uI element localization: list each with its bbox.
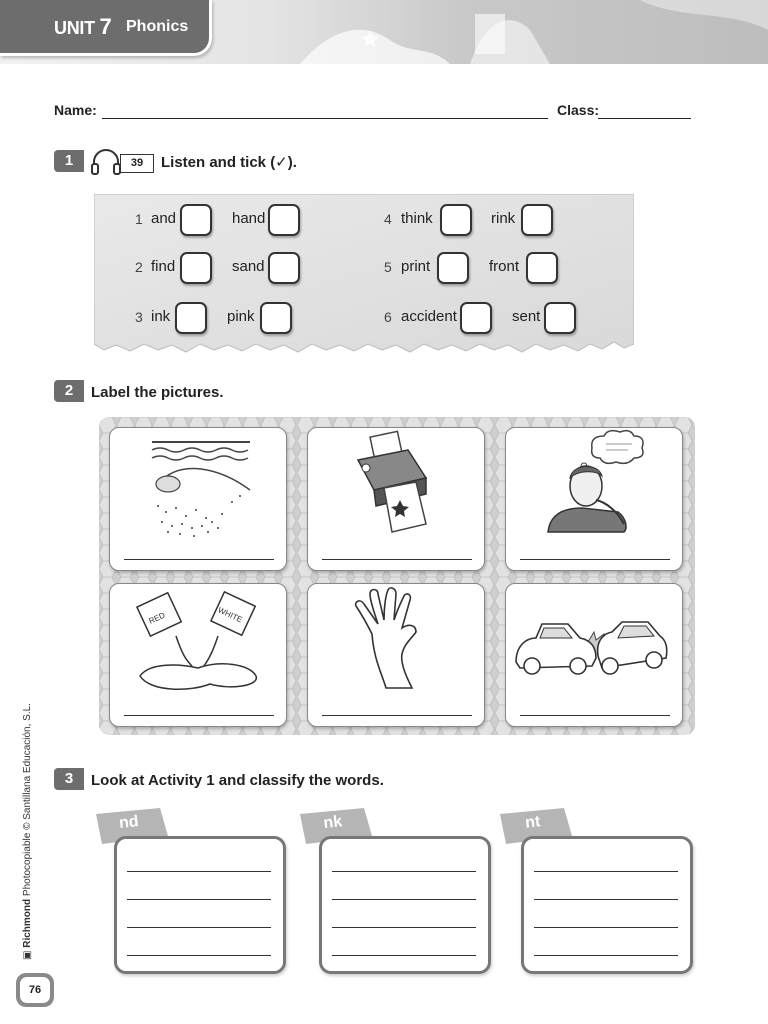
answer-line[interactable] xyxy=(124,715,274,716)
word-label: accident xyxy=(401,308,457,325)
word-label: find xyxy=(151,258,176,275)
picture-card-printer xyxy=(307,427,485,571)
unit-number: 7 xyxy=(99,14,112,39)
activity-2-number: 2 xyxy=(54,380,84,402)
tick-box[interactable] xyxy=(268,204,300,236)
answer-line[interactable] xyxy=(332,955,476,956)
sand-picture xyxy=(110,428,288,546)
headphones-icon xyxy=(90,148,122,176)
page-number-badge xyxy=(16,973,54,1007)
tick-box[interactable] xyxy=(521,204,553,236)
tick-box[interactable] xyxy=(544,302,576,334)
publisher-name: Richmond xyxy=(22,898,33,948)
answer-line[interactable] xyxy=(127,955,271,956)
copyright-notice xyxy=(22,703,33,960)
answer-line[interactable] xyxy=(534,927,678,928)
word-label: hand xyxy=(232,210,266,227)
accident-picture xyxy=(506,584,684,702)
item-number: 2 xyxy=(135,259,143,275)
classify-box-nk xyxy=(319,836,491,974)
class-label: Class: xyxy=(557,102,600,118)
think-picture xyxy=(506,428,684,546)
activity-1-number: 1 xyxy=(54,150,84,172)
answer-line[interactable] xyxy=(127,871,271,872)
item-number: 4 xyxy=(384,211,392,227)
tick-box[interactable] xyxy=(268,252,300,284)
paint-can-label-white: WHITE xyxy=(216,605,244,625)
unit-title xyxy=(54,14,111,40)
tick-box[interactable] xyxy=(437,252,469,284)
tick-box[interactable] xyxy=(460,302,492,334)
classify-box-nd xyxy=(114,836,286,974)
item-number: 6 xyxy=(384,309,392,325)
answer-line[interactable] xyxy=(520,715,670,716)
tick-box[interactable] xyxy=(260,302,292,334)
word-label: pink xyxy=(227,308,255,325)
answer-line[interactable] xyxy=(534,955,678,956)
sound-tag-label: nk xyxy=(322,813,344,832)
paint-picture xyxy=(110,584,288,702)
sound-tag-label: nt xyxy=(524,813,542,832)
section-title: Phonics xyxy=(126,18,189,35)
answer-line[interactable] xyxy=(332,899,476,900)
item-number: 1 xyxy=(135,211,143,227)
sound-tag-label: nd xyxy=(118,813,140,832)
unit-label: UNIT xyxy=(54,18,95,38)
tick-box[interactable] xyxy=(440,204,472,236)
audio-track-number: 39 xyxy=(120,154,154,173)
word-label: print xyxy=(401,258,431,275)
word-label: and xyxy=(151,210,177,227)
external-box-icon: ▣ xyxy=(22,950,33,960)
name-label: Name: xyxy=(54,102,97,118)
tick-box[interactable] xyxy=(180,252,212,284)
hand-picture xyxy=(308,584,486,702)
answer-line[interactable] xyxy=(332,871,476,872)
picture-card-paint xyxy=(109,583,287,727)
picture-card-sand xyxy=(109,427,287,571)
tick-box[interactable] xyxy=(180,204,212,236)
paint-can-label-red: RED xyxy=(147,610,167,626)
activity-3-number: 3 xyxy=(54,768,84,790)
word-label: front xyxy=(489,258,520,275)
tick-box[interactable] xyxy=(175,302,207,334)
answer-line[interactable] xyxy=(534,899,678,900)
answer-line[interactable] xyxy=(520,559,670,560)
picture-card-hand xyxy=(307,583,485,727)
picture-card-accident xyxy=(505,583,683,727)
item-number: 3 xyxy=(135,309,143,325)
answer-line[interactable] xyxy=(127,927,271,928)
answer-line[interactable] xyxy=(127,899,271,900)
activity-1-instruction: Listen and tick (✓). xyxy=(161,154,297,171)
answer-line[interactable] xyxy=(534,871,678,872)
word-label: rink xyxy=(491,210,516,227)
name-line[interactable] xyxy=(102,118,548,119)
item-number: 5 xyxy=(384,259,392,275)
copyright-text: Photocopiable © Santillana Educación, S.L. xyxy=(22,703,33,897)
answer-line[interactable] xyxy=(124,559,274,560)
classify-box-nt xyxy=(521,836,693,974)
word-label: think xyxy=(401,210,433,227)
activity-2-instruction: Label the pictures. xyxy=(91,384,224,401)
answer-line[interactable] xyxy=(322,559,472,560)
picture-card-think xyxy=(505,427,683,571)
answer-line[interactable] xyxy=(322,715,472,716)
answer-line[interactable] xyxy=(332,927,476,928)
class-line[interactable] xyxy=(598,118,691,119)
activity-3-instruction: Look at Activity 1 and classify the words. xyxy=(91,772,384,789)
unit-tab xyxy=(0,0,212,56)
word-label: sand xyxy=(232,258,265,275)
word-label: sent xyxy=(512,308,541,325)
page-number: 76 xyxy=(20,977,50,1003)
header-decoration xyxy=(260,0,768,64)
tick-box[interactable] xyxy=(526,252,558,284)
word-label: ink xyxy=(151,308,171,325)
printer-picture xyxy=(308,428,486,546)
